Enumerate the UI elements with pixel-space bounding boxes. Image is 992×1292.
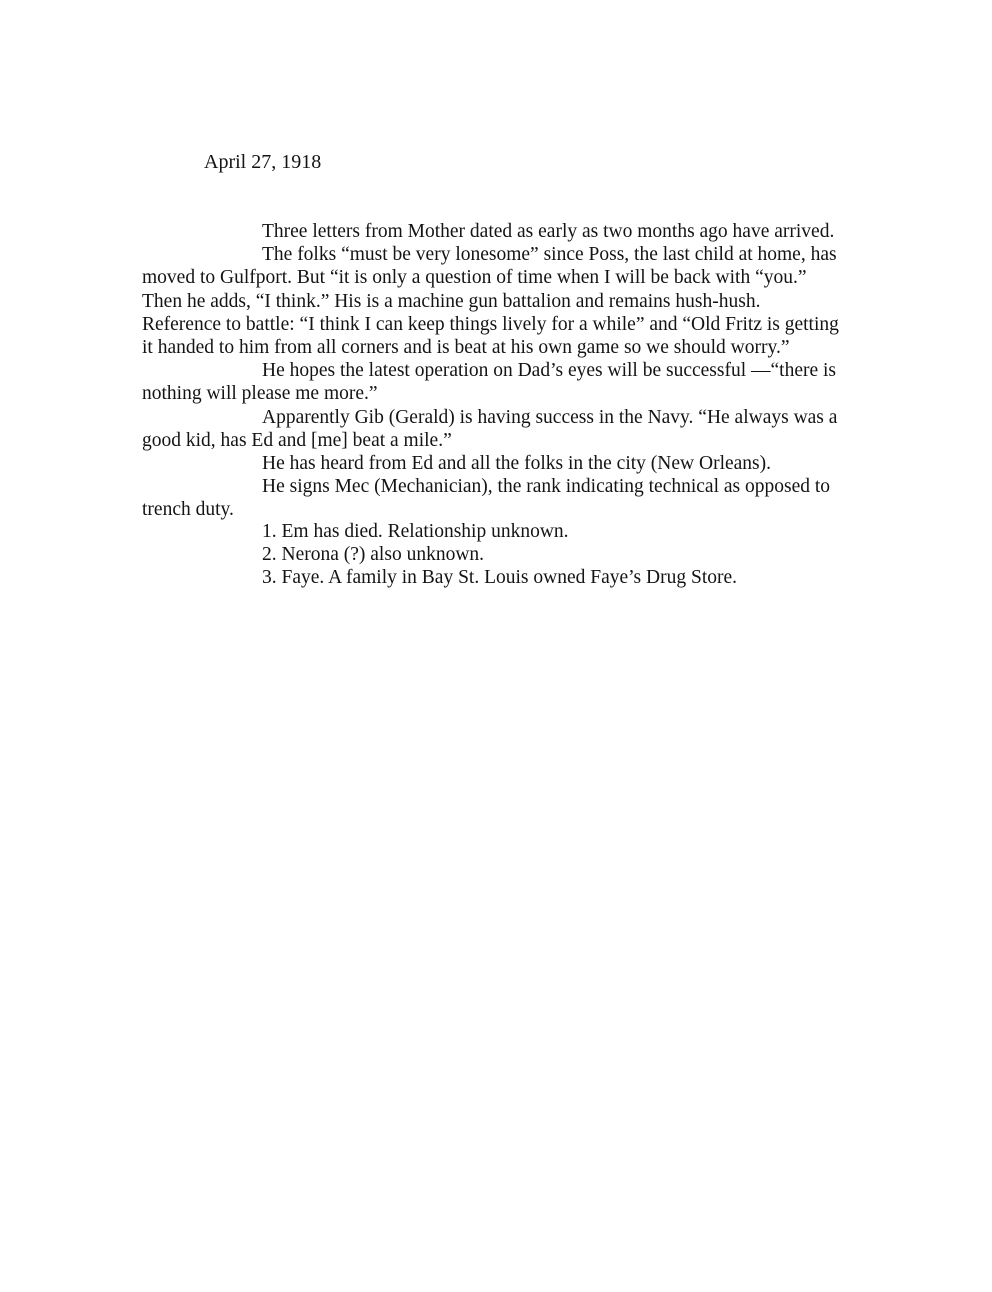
letter-summary-body [142,220,862,522]
text-line: Three letters from Mother dated as early as two months ago have arrived. [262,221,835,242]
note-item: 1. Em has died. Relationship unknown. [262,521,569,542]
text-line: Apparently Gib (Gerald) is having success in the Navy. “He always was a [262,406,838,428]
text-line: Reference to battle: “I think I can keep things lively for a while” and “Old Fritz is getting [142,313,839,335]
notes-list [262,520,737,590]
text-line: He signs Mec (Mechanician), the rank indicating technical as opposed to [262,476,831,498]
text-line: it handed to him from all corners and is beat at his own game so we should worry.” [142,337,790,359]
letter-date: April 27, 1918 [204,151,322,173]
note-item: 2. Nerona (?) also unknown. [262,544,485,566]
text-line: trench duty. [142,499,234,521]
text-line: nothing will please me more.” [142,383,378,405]
text-line: He has heard from Ed and all the folks in the city (New Orleans). [262,453,771,475]
text-line: moved to Gulfport. But “it is only a question of time when I will be back with “you.” [142,267,807,289]
text-line: good kid, has Ed and [me] beat a mile.” [142,429,452,451]
text-line: Then he adds, “I think.” His is a machine gun battalion and remains hush-hush. [142,290,761,312]
text-line: The folks “must be very lonesome” since Poss, the last child at home, has [262,244,837,266]
note-item: 3. Faye. A family in Bay St. Louis owned Faye’s Drug Store. [262,567,738,589]
text-line: He hopes the latest operation on Dad’s eyes will be successful —“there is [262,360,837,382]
